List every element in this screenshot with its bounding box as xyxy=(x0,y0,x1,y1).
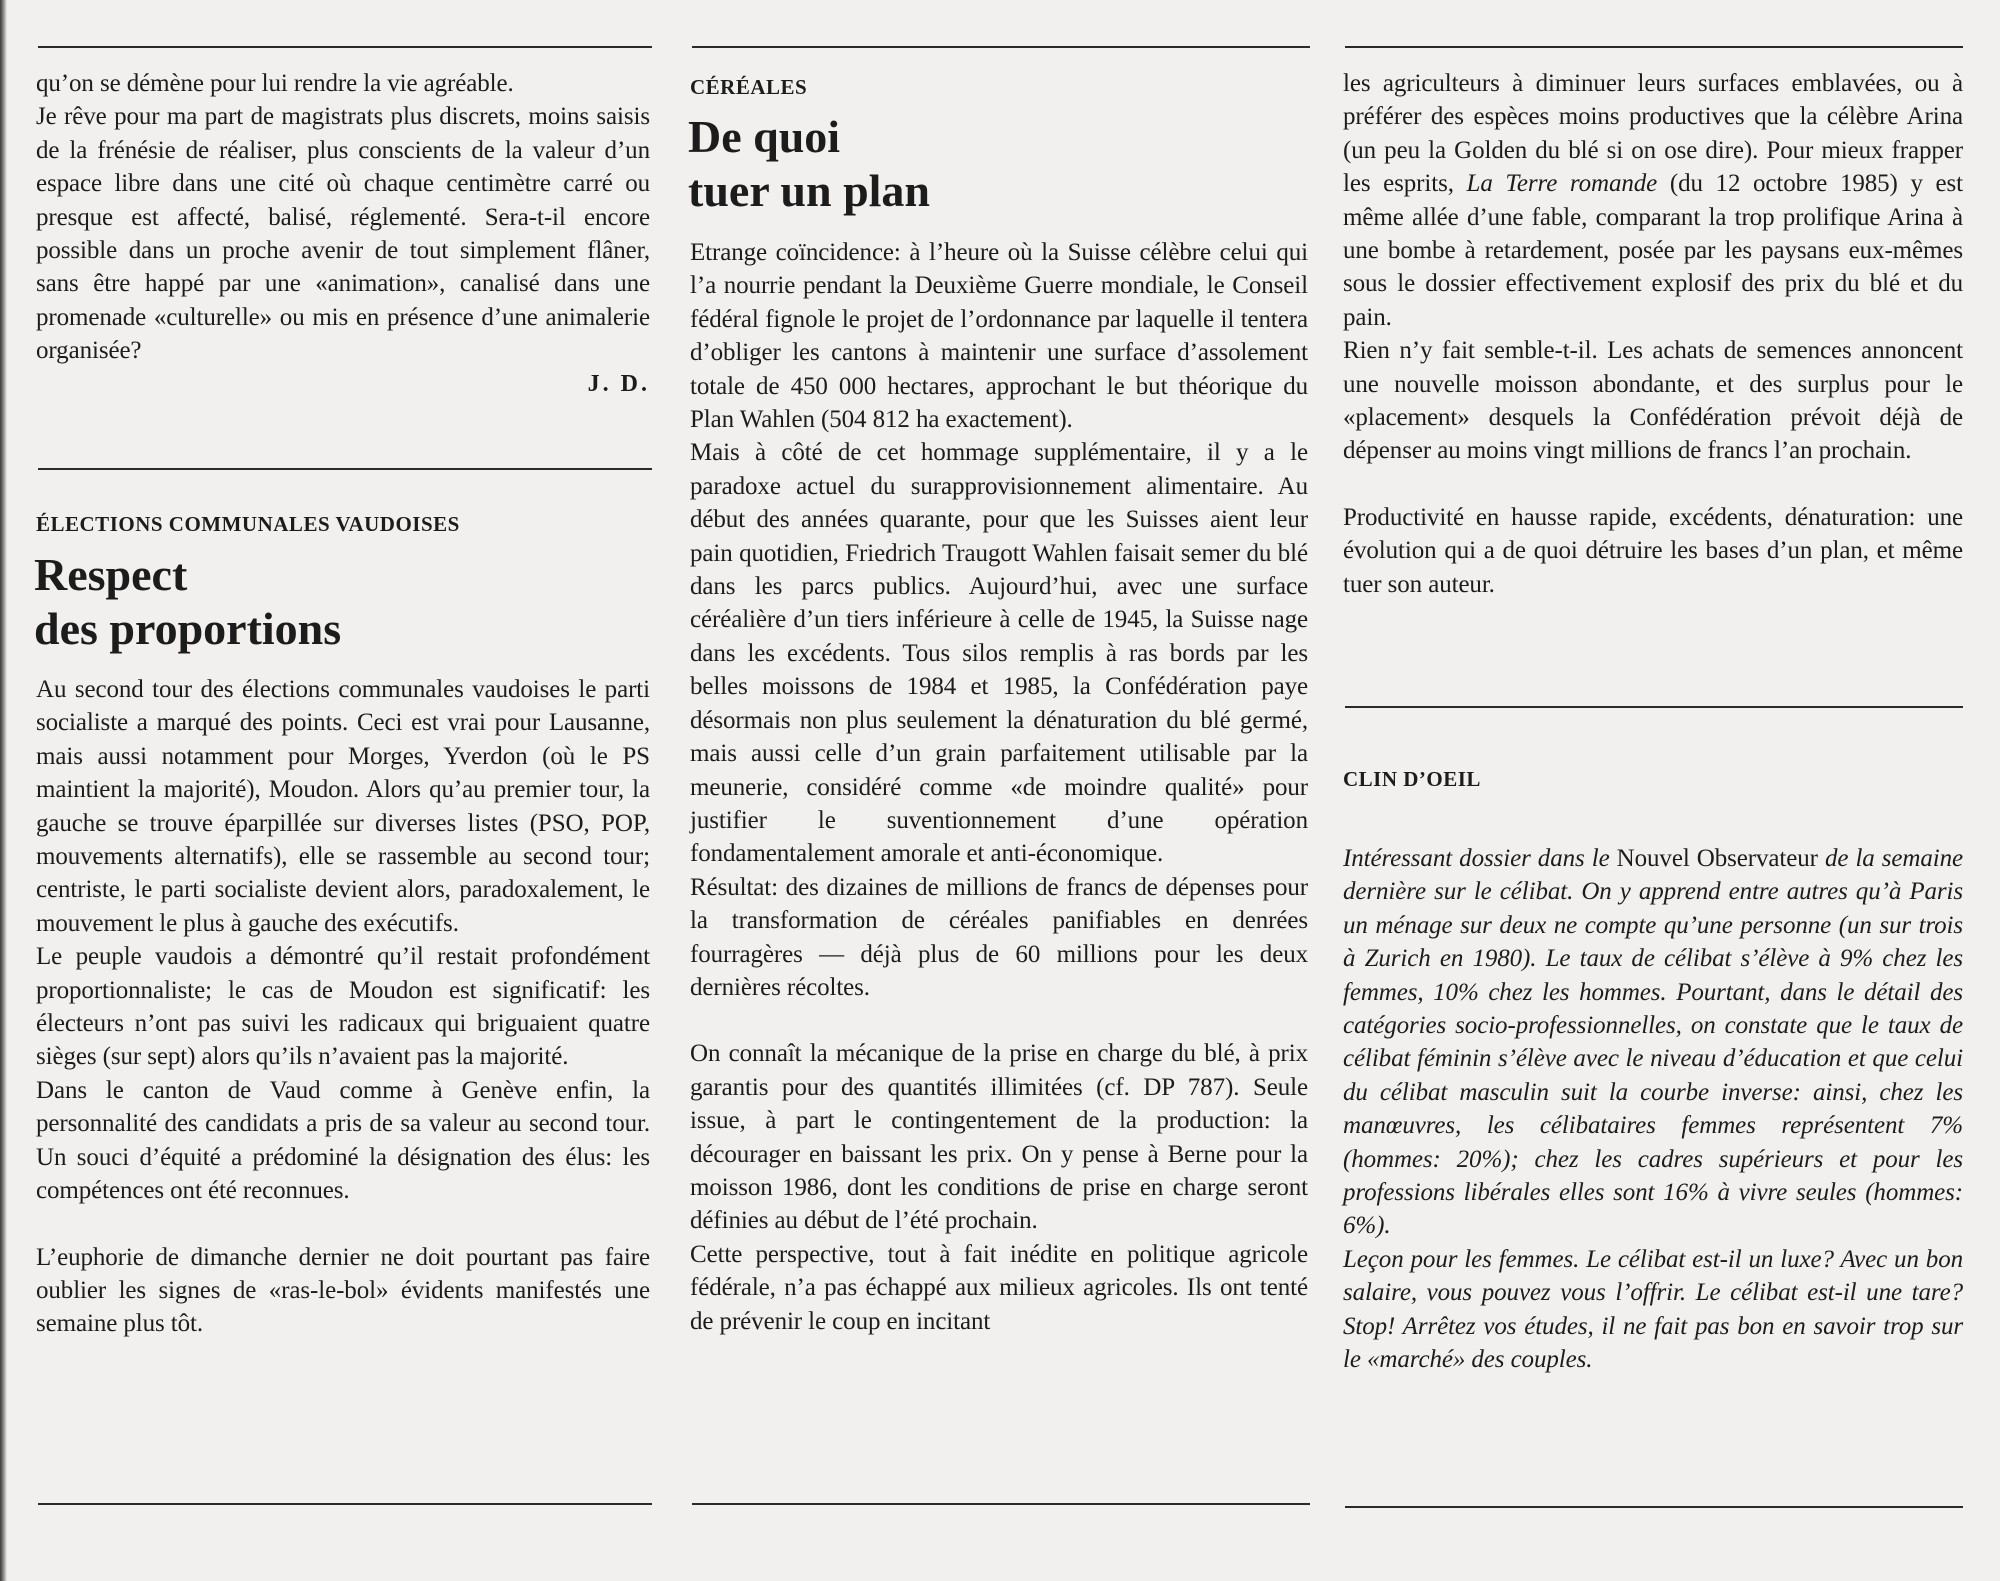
paragraph: Etrange coïncidence: à l’heure où la Suisse célèbre celui qui l’a nourrie pendant la Deuxième Guerre mondiale, le Conseil fédéral fignole le projet de l’ordonnance par laquelle il tentera d’obliger les cantons à maintenir une surface d’assolement totale de 450 000 hectares, approchant le but théorique du Plan Wahlen (504 812 ha exactement). xyxy=(690,239,1308,434)
paragraph-end: (du 12 octobre 1985) y est même allée d’une fable, comparant la trop prolifique Arina à une bombe à retardement, posée par les paysans eux-mêmes sous le dossier effectivement explosif des prix du blé et du pain. xyxy=(1343,170,1963,331)
section-rule-col1 xyxy=(38,468,652,470)
paragraph xyxy=(1343,67,1963,334)
headline-line: tuer un plan xyxy=(688,165,931,216)
bottom-rule-col3 xyxy=(1345,1506,1963,1508)
paragraph: L’euphorie de dimanche dernier ne doit pourtant pas faire oublier les signes de «ras-le-bol» évidents manifestés une semaine plus tôt. xyxy=(36,1243,650,1338)
page-binding-edge xyxy=(0,0,7,1581)
paragraph-gap xyxy=(1343,468,1963,501)
col1-intro-paragraph: Je rêve pour ma part de magistrats plus discrets, moins saisis de la frénésie de réaliser, plus conscients de la valeur d’un espace libre dans une cité où chaque centimètre carré ou presque est affecté, balisé, réglementé. Sera-t-il encore possible dans un proche avenir de tout simplement flâner, sans être happé par une «animation», canalisé dans une promenade «culturelle» ou mis en présence d’une animalerie organisée? xyxy=(36,103,650,365)
cereales-body xyxy=(690,236,1308,1338)
bottom-rule-col2 xyxy=(692,1503,1310,1505)
paragraph: Rien n’y fait semble-t-il. Les achats de semences annoncent une nouvelle moisson abondante, et des surplus pour le «placement» desquels la Confédération prévoit déjà de dépenser au moins vingt millions de francs l’an prochain. xyxy=(1343,337,1963,465)
paragraph: Dans le canton de Vaud comme à Genève enfin, la personnalité des candidats a pris de sa valeur au second tour. Un souci d’équité a prédominé la désignation des élus: les compétences ont été reconnues. xyxy=(36,1076,650,1205)
bottom-rule-col1 xyxy=(38,1503,652,1505)
paragraph xyxy=(1343,842,1963,1243)
cereales-kicker: CÉRÉALES xyxy=(690,75,808,99)
cereales-headline xyxy=(688,110,930,218)
paragraph: Le peuple vaudois a démontré qu’il restait profondément proportionnaliste; le cas de Moudon est significatif: les électeurs n’ont pas suivi les radicaux qui briguaient quatre sièges (sur sept) alors qu’ils n’avaient pas la majorité. xyxy=(36,943,650,1071)
clin-text-continued: de la semaine dernière sur le célibat. On y apprend entre autres qu’à Paris un ménage sur deux ne compte qu’une personne (un sur trois à Zurich en 1980). Le taux de célibat s’élève à 9% chez les femmes, 10% chez les hommes. Pourtant, dans le détail des catégories socio-professionnelles, on constate que le taux de célibat féminin s’élève avec le niveau d’éducation et que celui du célibat masculin suit la courbe inverse: ainsi, chez les manœuvres, les célibataires femmes représentent 7% (hommes: 20%); chez les cadres supérieurs et pour les professions libérales elles sont 16% à vivre seules (hommes: 6%). xyxy=(1343,845,1964,1240)
col1-intro-line: qu’on se démène pour lui rendre la vie agréable. xyxy=(36,70,514,97)
paragraph-gap xyxy=(36,1208,650,1241)
paragraph: On connaît la mécanique de la prise en charge du blé, à prix garantis pour des quantités illimitées (cf. DP 787). Seule issue, à part le contingentement de la production: la décourager en baissant les prix. On y pense à Berne pour la moisson 1986, dont les conditions de prise en charge seront définies au début de l’été prochain. xyxy=(690,1040,1308,1235)
paragraph: Au second tour des élections communales vaudoises le parti socialiste a marqué des points. Ceci est vrai pour Lausanne, mais aussi notamment pour Morges, Yverdon (où le PS maintient la majorité), Moudon. Alors qu’au premier tour, la gauche se trouve éparpillée sur diverses listes (PSO, POP, mouvements alternatifs), elle se rassemble au second tour; centriste, le parti socialiste devient alors, paradoxalement, le mouvement le plus à gauche des exécutifs. xyxy=(36,676,650,937)
headline-line: Respect xyxy=(34,549,188,600)
paragraph-start: les agriculteurs à diminuer leurs surfaces emblavées, ou à préférer des espèces moins productives que la célèbre Arina (un peu la Golden du blé si on ose dire). Pour mieux frapper les esprits, xyxy=(1343,70,1963,198)
top-rule-col2 xyxy=(692,46,1310,48)
paragraph: Productivité en hausse rapide, excédents, dénaturation: une évolution qui a de quoi détruire les bases d’un plan, et même tuer son auteur. xyxy=(1343,503,1963,598)
cereales-continued xyxy=(1343,67,1963,601)
clin-doeil-kicker: CLIN D’OEIL xyxy=(1343,767,1481,791)
paragraph-gap xyxy=(690,1004,1308,1037)
clin-doeil-body xyxy=(1343,842,1963,1377)
publication-title: Nouvel Observateur xyxy=(1616,845,1818,872)
publication-title: La Terre romande xyxy=(1466,170,1658,198)
top-rule-col1 xyxy=(38,46,652,48)
section-rule-col3 xyxy=(1345,706,1963,708)
author-signature: J. D. xyxy=(587,370,650,397)
paragraph: Résultat: des dizaines de millions de francs de dépenses pour la transformation de céréales panifiables en denrées fourragères — déjà plus de 60 millions pour les deux dernières récoltes. xyxy=(690,873,1308,1001)
paragraph: Mais à côté de cet hommage supplémentaire, il y a le paradoxe actuel du surapprovisionnement alimentaire. Au début des années quarante, pour que les Suisses aient leur pain quotidien, Friedrich Traugott Wahlen faisait semer du blé dans les parcs publics. Aujourd’hui, avec une surface céréalière d’un tiers inférieure à celle de 1945, la Suisse nage dans les excédents. Tous silos remplis à ras bords par les belles moissons de 1984 et 1985, la Confédération paye désormais non plus seulement la dénaturation du blé germé, mais aussi celle d’un grain parfaitement utilisable par la meunerie, considéré comme «de moindre qualité» pour justifier le suventionnement d’une opération fondamentalement amorale et anti-économique. xyxy=(690,439,1308,868)
paragraph: Leçon pour les femmes. Le célibat est-il un luxe? Avec un bon salaire, vous pouvez vous l’offrir. Le célibat est-il une tare? Stop! Arrêtez vos études, il ne fait pas bon en savoir trop sur le «marché» des couples. xyxy=(1343,1245,1963,1374)
col1-intro xyxy=(36,67,650,401)
elections-headline xyxy=(34,548,341,656)
top-rule-col3 xyxy=(1345,46,1963,48)
headline-line: des proportions xyxy=(34,603,342,654)
elections-kicker: ÉLECTIONS COMMUNALES VAUDOISES xyxy=(36,512,460,536)
headline-line: De quoi xyxy=(688,111,841,162)
clin-text-start: Intéressant dossier dans le xyxy=(1343,845,1610,872)
paragraph: Cette perspective, tout à fait inédite en politique agricole fédérale, n’a pas échappé aux milieux agricoles. Ils ont tenté de prévenir le coup en incitant xyxy=(690,1240,1308,1335)
elections-body xyxy=(36,673,650,1341)
